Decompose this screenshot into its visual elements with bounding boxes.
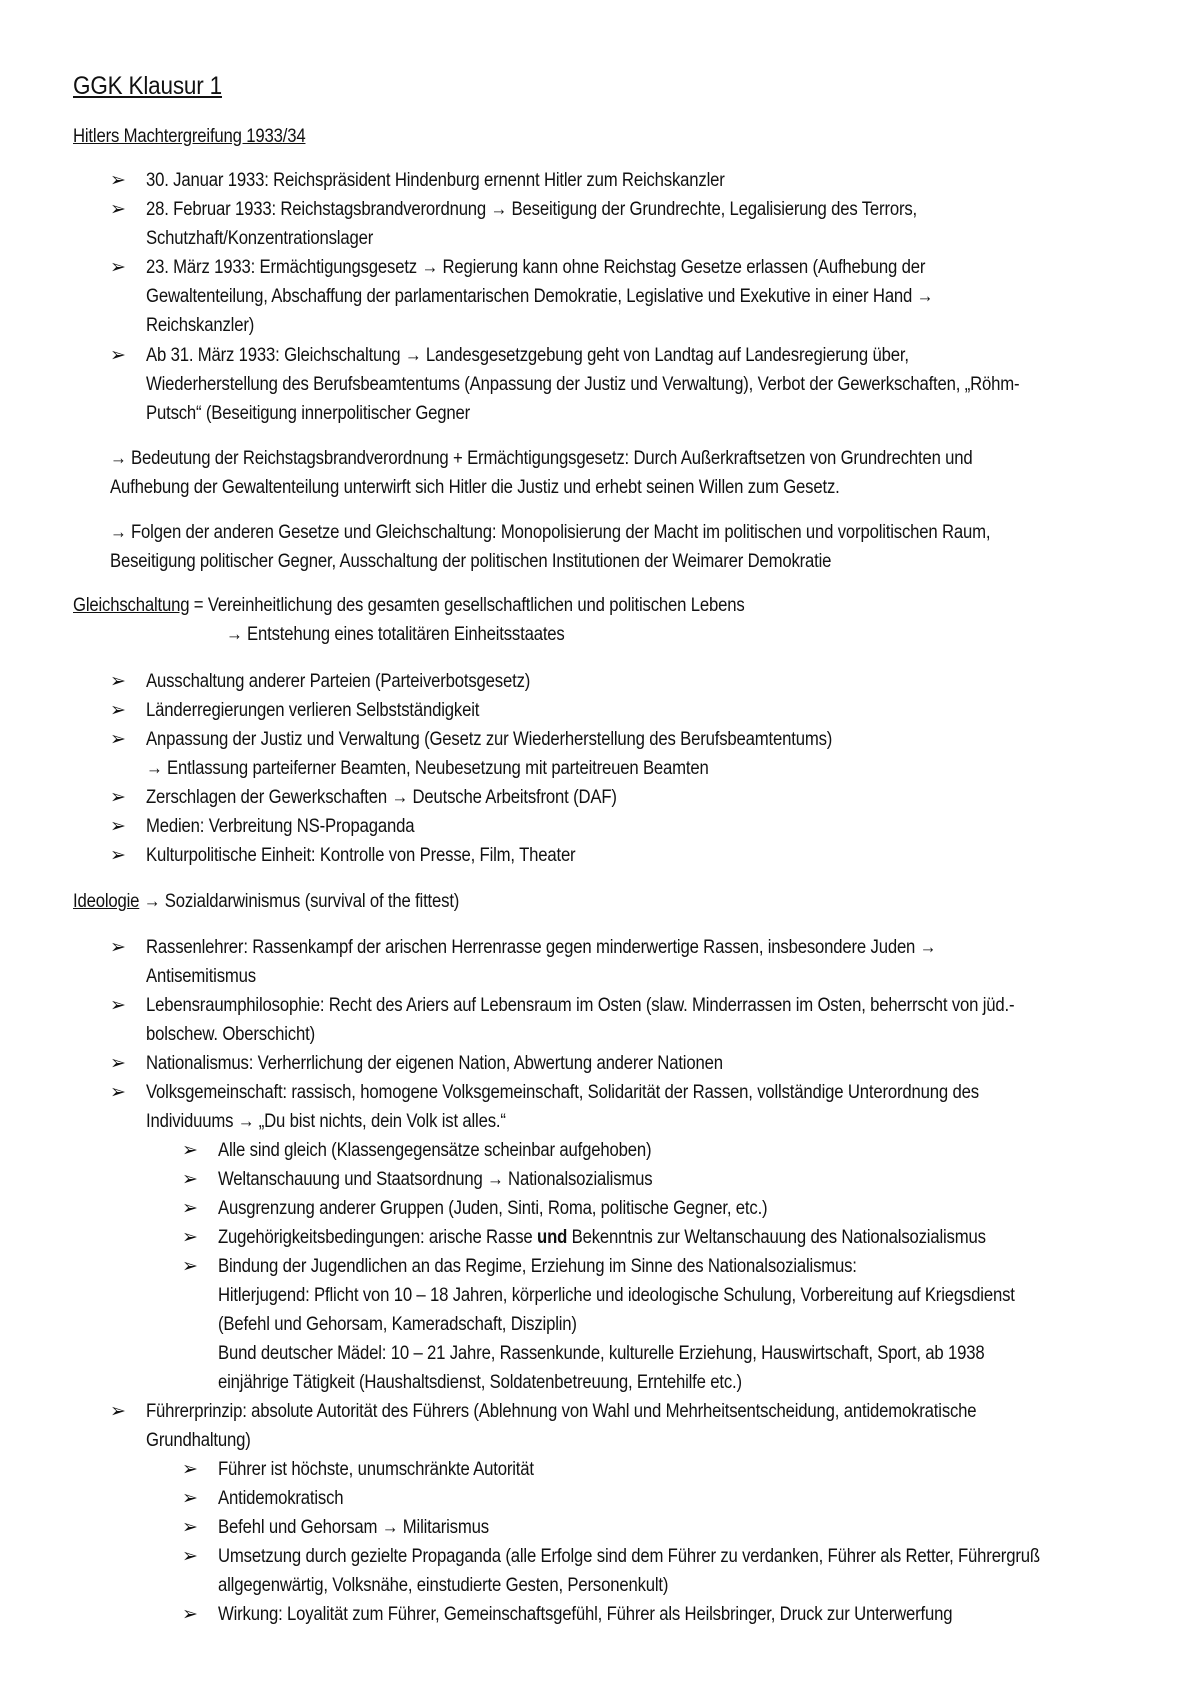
list-item-continuation: Gewaltenteilung, Abschaffung der parlamentarischen Demokratie, Legislative und Exekutive in einer Hand → (146, 286, 934, 307)
list-item-continuation: Wiederherstellung des Berufsbeamtentums (Anpassung der Justiz und Verwaltung), Verbot der Gewerkschaften, „Röhm- (146, 374, 1020, 395)
sub-list-item-continuation: allgegenwärtig, Volksnähe, einstudierte Gesten, Personenkult) (218, 1575, 669, 1596)
bullet-icon: ➢ (110, 816, 126, 837)
list-item: Nationalismus: Verherrlichung der eigenen Nation, Abwertung anderer Nationen (146, 1053, 723, 1074)
sub-list-item-continuation: (Befehl und Gehorsam, Kameradschaft, Disziplin) (218, 1314, 577, 1335)
list-item: Führerprinzip: absolute Autorität des Führers (Ablehnung von Wahl und Mehrheitsentscheidung, antidemokratische (146, 1401, 977, 1422)
bold-text: und (537, 1227, 568, 1248)
bullet-icon: ➢ (110, 1401, 126, 1422)
section-heading-ideologie (73, 890, 459, 914)
document-title: GGK Klausur 1 (73, 72, 222, 100)
bullet-icon: ➢ (110, 1053, 126, 1074)
text-span: Bekenntnis zur Weltanschauung des Nationalsozialismus (567, 1227, 986, 1248)
list-item: Lebensraumphilosophie: Recht des Ariers auf Lebensraum im Osten (slaw. Minderrassen im Osten, beherrscht von jüd.- (146, 995, 1015, 1016)
list-item-continuation: bolschew. Oberschicht) (146, 1024, 315, 1045)
list-item-continuation: Grundhaltung) (146, 1430, 251, 1451)
bullet-icon: ➢ (110, 700, 126, 721)
bullet-icon: ➢ (110, 995, 126, 1016)
sub-list-item: Alle sind gleich (Klassengegensätze scheinbar aufgehoben) (218, 1140, 652, 1161)
term-gleichschaltung: Gleichschaltung (73, 595, 190, 616)
bullet-icon: ➢ (182, 1169, 198, 1190)
bullet-icon: ➢ (110, 199, 126, 220)
list-item: Ausschaltung anderer Parteien (Parteiverbotsgesetz) (146, 671, 531, 692)
list-item-continuation: Schutzhaft/Konzentrationslager (146, 228, 374, 249)
sub-list-item: Umsetzung durch gezielte Propaganda (alle Erfolge sind dem Führer zu verdanken, Führer als Retter, Führergruß (218, 1546, 1040, 1567)
sub-list-item: Befehl und Gehorsam → Militarismus (218, 1517, 489, 1538)
bullet-icon: ➢ (182, 1546, 198, 1567)
list-item-continuation: → Entlassung parteiferner Beamten, Neubesetzung mit parteitreuen Beamten (146, 758, 709, 779)
bullet-icon: ➢ (110, 345, 126, 366)
list-item-continuation: Putsch“ (Beseitigung innerpolitischer Gegner (146, 403, 471, 424)
sub-list-item: Antidemokratisch (218, 1488, 344, 1509)
sub-list-item-continuation: Bund deutscher Mädel: 10 – 21 Jahre, Rassenkunde, kulturelle Erziehung, Hauswirtschaft, Sport, ab 1938 (218, 1343, 985, 1364)
ideologie-summary: → Sozialdarwinismus (survival of the fittest) (139, 891, 460, 912)
definition-consequence: → Entstehung eines totalitären Einheitsstaates (226, 624, 565, 645)
list-item: Volksgemeinschaft: rassisch, homogene Volksgemeinschaft, Solidarität der Rassen, vollständige Unterordnung des (146, 1082, 979, 1103)
paragraph-folgen: → Folgen der anderen Gesetze und Gleichschaltung: Monopolisierung der Macht im politischen und vorpolitischen Raum, (110, 522, 991, 543)
sub-list-item-continuation: Hitlerjugend: Pflicht von 10 – 18 Jahren, körperliche und ideologische Schulung, Vorbereitung auf Kriegsdienst (218, 1285, 1015, 1306)
sub-list-item: Bindung der Jugendlichen an das Regime, Erziehung im Sinne des Nationalsozialismus: (218, 1256, 857, 1277)
bullet-icon: ➢ (110, 729, 126, 750)
paragraph-bedeutung-continuation: Aufhebung der Gewaltenteilung unterwirft sich Hitler die Justiz und erhebt seinen Willen zum Gesetz. (110, 477, 840, 498)
list-item-continuation: Individuums → „Du bist nichts, dein Volk ist alles.“ (146, 1111, 506, 1132)
bullet-icon: ➢ (182, 1140, 198, 1161)
list-item: 23. März 1933: Ermächtigungsgesetz → Regierung kann ohne Reichstag Gesetze erlassen (Aufhebung der (146, 257, 926, 278)
list-item: 30. Januar 1933: Reichspräsident Hindenburg ernennt Hitler zum Reichskanzler (146, 170, 725, 191)
list-item: 28. Februar 1933: Reichstagsbrandverordnung → Beseitigung der Grundrechte, Legalisierung des Terrors, (146, 199, 918, 220)
term-ideologie: Ideologie (73, 891, 140, 912)
list-item: Rassenlehrer: Rassenkampf der arischen Herrenrasse gegen minderwertige Rassen, insbesondere Juden → (146, 937, 937, 958)
bullet-icon: ➢ (110, 1082, 126, 1103)
sub-list-item: Führer ist höchste, unumschränkte Autorität (218, 1459, 534, 1480)
text-span: Zugehörigkeitsbedingungen: arische Rasse (218, 1227, 538, 1248)
sub-list-item: Wirkung: Loyalität zum Führer, Gemeinschaftsgefühl, Führer als Heilsbringer, Druck zur Unterwerfung (218, 1604, 953, 1625)
paragraph-bedeutung: → Bedeutung der Reichstagsbrandverordnung + Ermächtigungsgesetz: Durch Außerkraftsetzen von Grundrechten und (110, 448, 973, 469)
bullet-icon: ➢ (110, 671, 126, 692)
list-item-continuation: Antisemitismus (146, 966, 256, 987)
bullet-icon: ➢ (182, 1256, 198, 1277)
section-heading-machtergreifung: Hitlers Machtergreifung 1933/34 (73, 126, 306, 147)
bullet-icon: ➢ (110, 937, 126, 958)
sub-list-item-continuation: einjährige Tätigkeit (Haushaltsdienst, Soldatenbetreuung, Erntehilfe etc.) (218, 1372, 742, 1393)
term-definition: = Vereinheitlichung des gesamten gesellschaftlichen und politischen Lebens (189, 595, 745, 616)
bullet-icon: ➢ (110, 170, 126, 191)
list-item: Kulturpolitische Einheit: Kontrolle von Presse, Film, Theater (146, 845, 576, 866)
bullet-icon: ➢ (182, 1459, 198, 1480)
bullet-icon: ➢ (110, 257, 126, 278)
list-item: Zerschlagen der Gewerkschaften → Deutsche Arbeitsfront (DAF) (146, 787, 617, 808)
bullet-icon: ➢ (182, 1517, 198, 1538)
sub-list-item (218, 1226, 986, 1250)
sub-list-item: Ausgrenzung anderer Gruppen (Juden, Sinti, Roma, politische Gegner, etc.) (218, 1198, 768, 1219)
bullet-icon: ➢ (182, 1198, 198, 1219)
bullet-icon: ➢ (110, 787, 126, 808)
paragraph-folgen-continuation: Beseitigung politischer Gegner, Ausschaltung der politischen Institutionen der Weimarer Demokratie (110, 551, 832, 572)
list-item: Medien: Verbreitung NS-Propaganda (146, 816, 415, 837)
list-item: Ab 31. März 1933: Gleichschaltung → Landesgesetzgebung geht von Landtag auf Landesregierung über, (146, 345, 909, 366)
sub-list-item: Weltanschauung und Staatsordnung → Nationalsozialismus (218, 1169, 653, 1190)
bullet-icon: ➢ (182, 1488, 198, 1509)
bullet-icon: ➢ (110, 845, 126, 866)
list-item: Länderregierungen verlieren Selbstständigkeit (146, 700, 480, 721)
bullet-icon: ➢ (182, 1604, 198, 1625)
bullet-icon: ➢ (182, 1227, 198, 1248)
section-heading-gleichschaltung (73, 594, 745, 618)
list-item-continuation: Reichskanzler) (146, 315, 255, 336)
list-item: Anpassung der Justiz und Verwaltung (Gesetz zur Wiederherstellung des Berufsbeamtentums) (146, 729, 833, 750)
